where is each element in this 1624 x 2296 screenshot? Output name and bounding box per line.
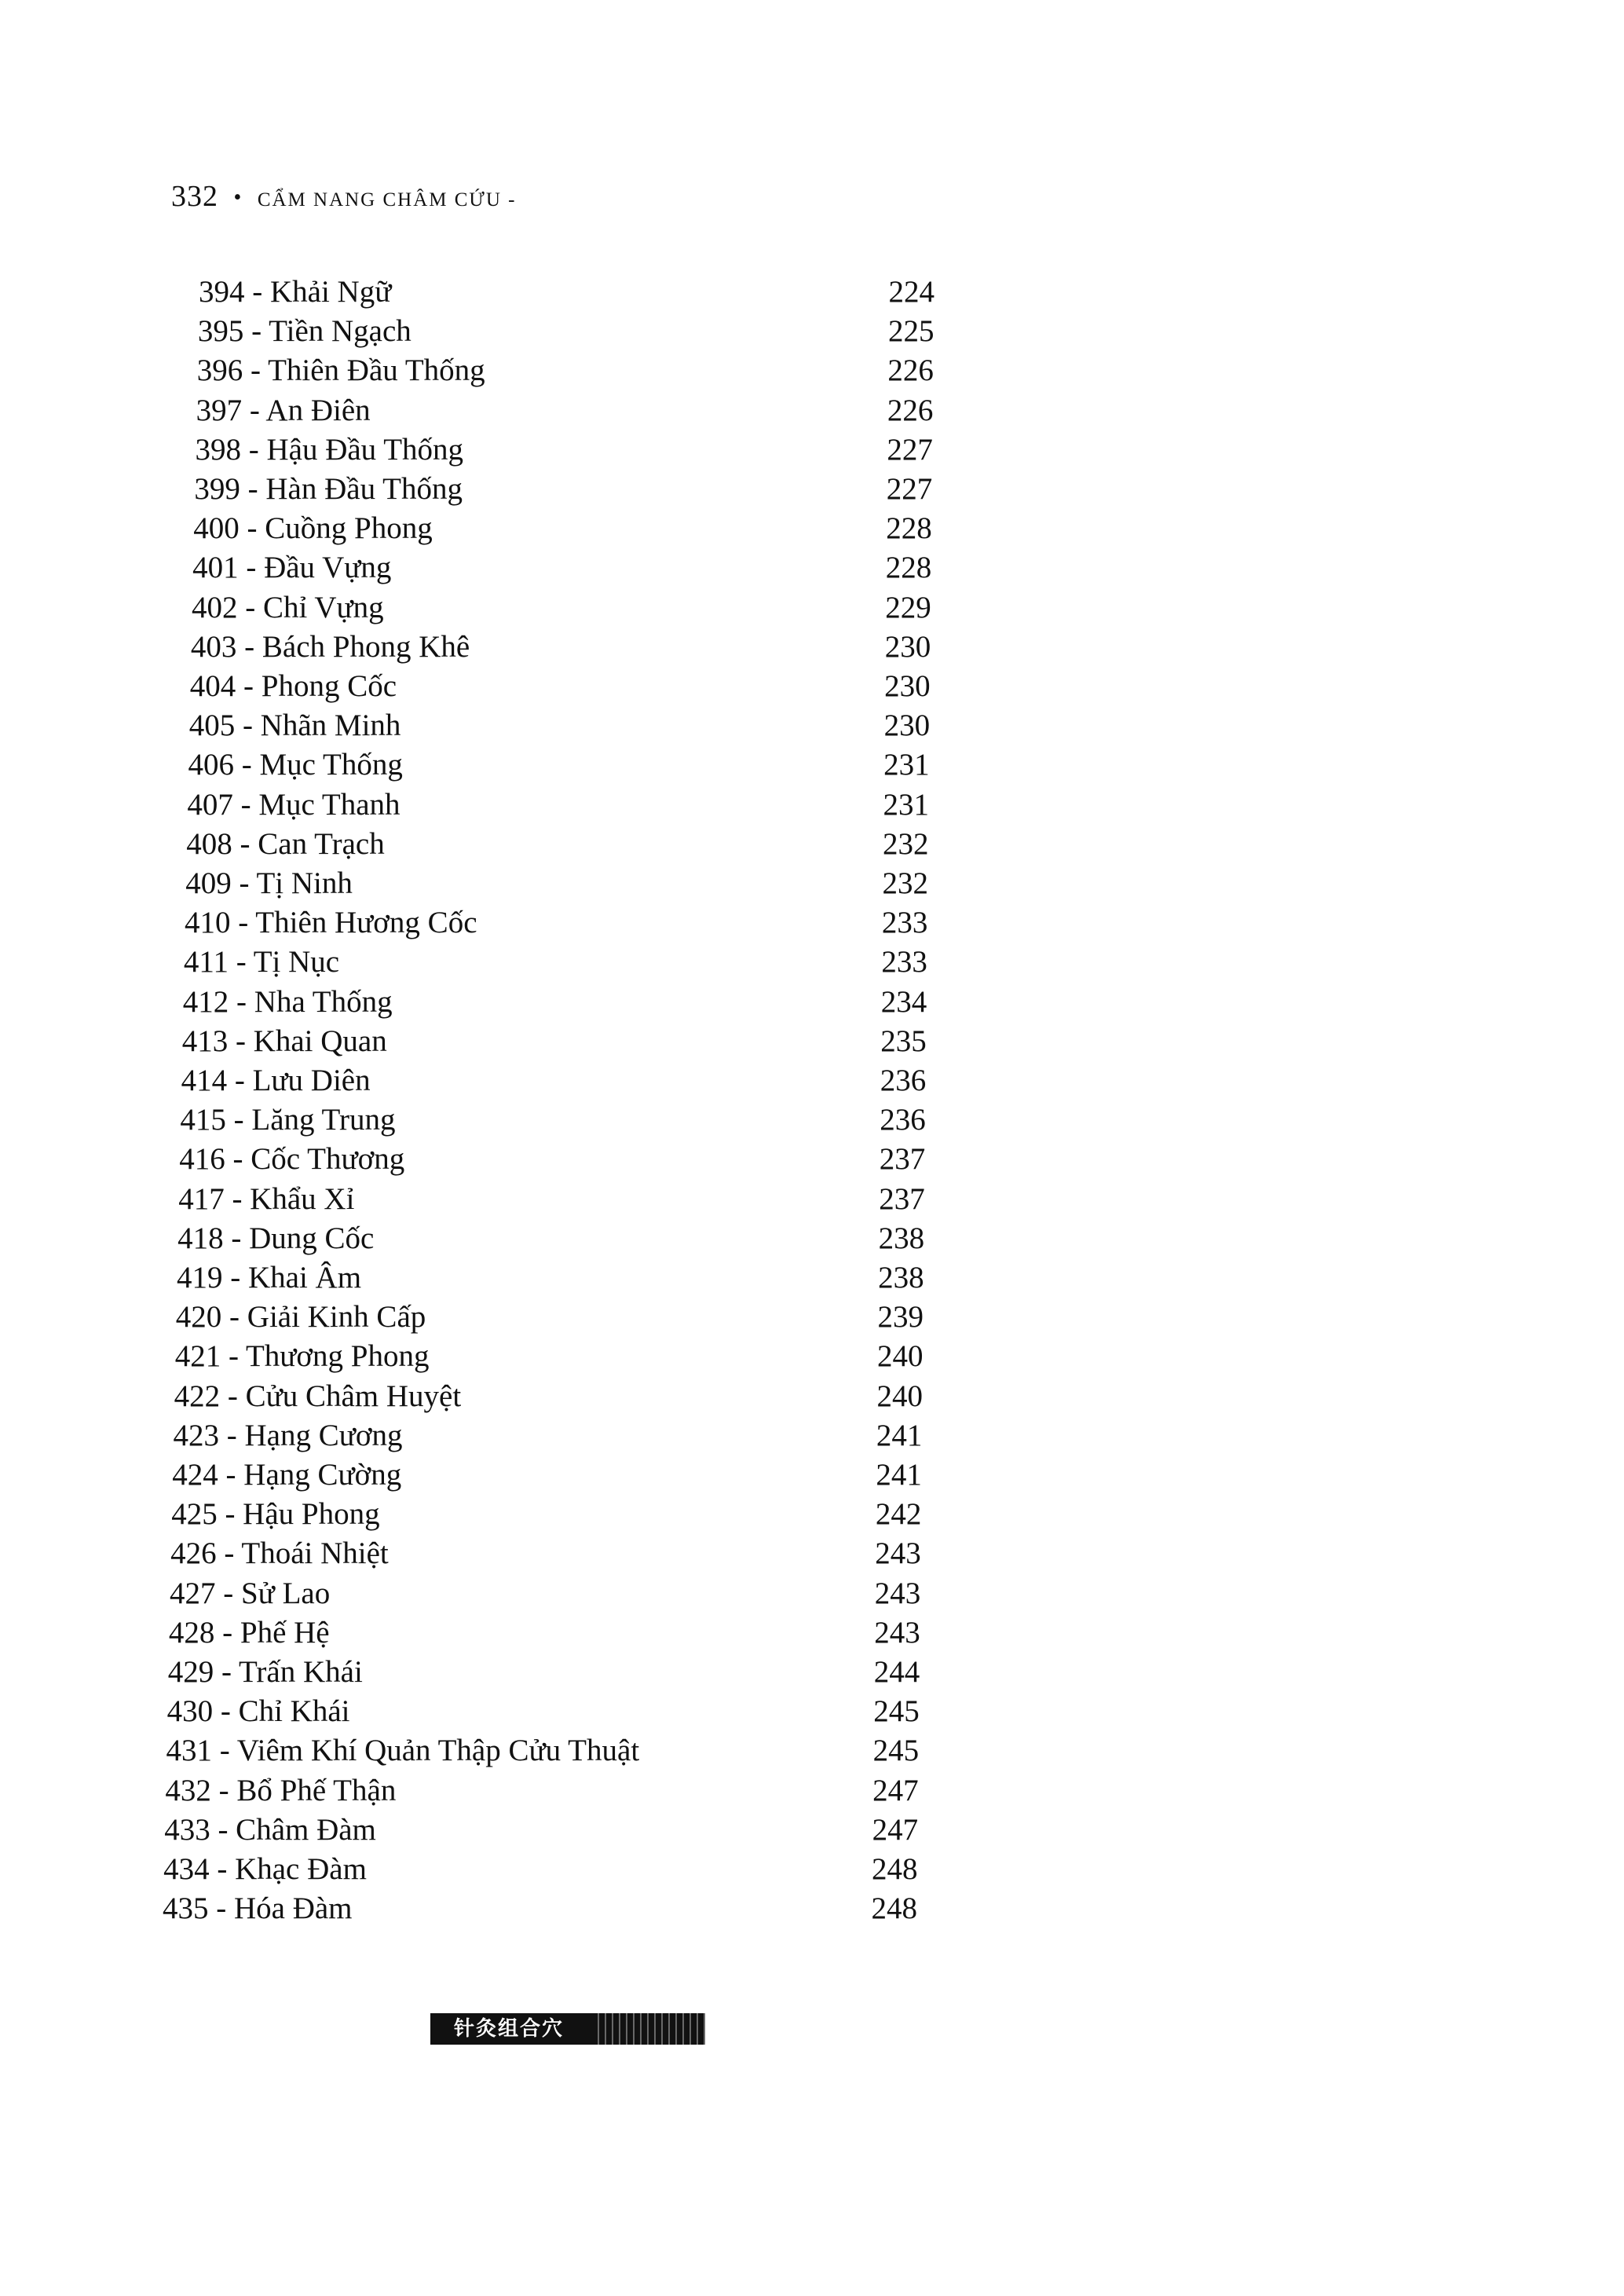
toc-entry-label: 409 - Tị Ninh — [185, 866, 353, 900]
toc-row — [0, 470, 1624, 509]
toc-row — [0, 1022, 1624, 1061]
toc-entry-label: 403 - Bách Phong Khê — [190, 629, 470, 664]
toc-entry-page: 241 — [876, 1458, 922, 1492]
toc-row — [0, 1534, 1624, 1573]
toc-entry-page: 240 — [877, 1339, 924, 1374]
toc-entry-label: 428 - Phế Hệ — [168, 1615, 330, 1650]
toc-row — [0, 273, 1624, 312]
toc-entry-page: 230 — [884, 669, 931, 703]
toc-row — [0, 1219, 1624, 1258]
toc-entry-page: 247 — [872, 1773, 919, 1807]
toc-entry-label: 423 - Hạng Cương — [173, 1418, 403, 1452]
toc-row — [0, 1061, 1624, 1100]
toc-row — [0, 1692, 1624, 1731]
toc-entry-label: 404 - Phong Cốc — [189, 669, 397, 703]
toc-entry-label: 399 - Hàn Đầu Thống — [194, 472, 463, 506]
toc-entry-label: 426 - Thoái Nhiệt — [170, 1536, 389, 1571]
toc-entry-page: 226 — [887, 393, 934, 427]
toc-row — [0, 1140, 1624, 1179]
toc-row — [0, 1456, 1624, 1495]
toc-entry-page: 243 — [875, 1536, 921, 1571]
toc-entry-page: 242 — [875, 1497, 922, 1532]
toc-row — [0, 1495, 1624, 1534]
toc-entry-label: 415 - Lăng Trung — [180, 1103, 396, 1137]
toc-row — [0, 1337, 1624, 1376]
toc-entry-page: 225 — [888, 314, 935, 349]
toc-entry-label: 405 - Nhãn Minh — [188, 709, 401, 743]
toc-entry-label: 425 - Hậu Phong — [171, 1497, 380, 1532]
toc-row — [0, 1100, 1624, 1140]
toc-entry-label: 417 - Khẩu Xỉ — [178, 1181, 355, 1216]
toc-entry-label: 402 - Chỉ Vựng — [192, 590, 384, 624]
toc-entry-label: 401 - Đầu Vựng — [192, 551, 392, 585]
toc-entry-page: 236 — [880, 1103, 926, 1137]
toc-row — [0, 430, 1624, 470]
toc-entry-page: 248 — [871, 1891, 917, 1926]
toc-row — [0, 1811, 1624, 1850]
toc-row — [0, 1771, 1624, 1811]
toc-row — [0, 1258, 1624, 1298]
toc-row — [0, 1613, 1624, 1653]
toc-entry-label: 416 - Cốc Thương — [179, 1142, 405, 1177]
toc-entry-page: 245 — [873, 1694, 920, 1729]
toc-row — [0, 667, 1624, 706]
toc-row — [0, 1653, 1624, 1692]
toc-entry-page: 230 — [884, 629, 931, 664]
toc-entry-label: 410 - Thiên Hương Cốc — [185, 906, 477, 940]
toc-entry-page: 226 — [887, 353, 934, 388]
toc-entry-page: 231 — [883, 748, 930, 782]
toc-entry-page: 248 — [872, 1852, 918, 1886]
toc-entry-page: 228 — [886, 511, 932, 546]
toc-entry-label: 396 - Thiên Đầu Thống — [196, 353, 485, 388]
toc-row — [0, 509, 1624, 548]
toc-entry-label: 418 - Dung Cốc — [177, 1221, 375, 1255]
toc-entry-page: 247 — [872, 1812, 919, 1847]
toc-entry-page: 227 — [886, 472, 933, 506]
toc-row — [0, 785, 1624, 825]
toc-entry-label: 412 - Nha Thống — [182, 984, 393, 1019]
toc-entry-label: 429 - Trấn Khái — [167, 1655, 363, 1689]
toc-row — [0, 1377, 1624, 1416]
toc-entry-page: 233 — [881, 945, 927, 980]
toc-entry-label: 414 - Lưu Diên — [181, 1064, 371, 1097]
toc-row — [0, 351, 1624, 390]
toc-entry-page: 230 — [883, 709, 931, 743]
toc-row — [0, 825, 1624, 864]
toc-entry-label: 398 - Hậu Đầu Thống — [195, 432, 464, 467]
toc-entry-label: 433 - Châm Đàm — [164, 1812, 376, 1847]
toc-row — [0, 943, 1624, 982]
toc-entry-label: 424 - Hạng Cường — [172, 1458, 402, 1492]
toc-row — [0, 312, 1624, 351]
toc-row — [0, 1889, 1624, 1928]
toc-row — [0, 745, 1624, 785]
toc-entry-page: 241 — [876, 1418, 923, 1452]
toc-entry-label: 435 - Hóa Đàm — [163, 1891, 353, 1926]
toc-entry-label: 397 - An Điên — [196, 393, 371, 427]
toc-entry-label: 420 - Giải Kinh Cấp — [175, 1300, 426, 1335]
toc-entry-page: 228 — [885, 551, 932, 585]
toc-entry-page: 229 — [885, 590, 931, 624]
toc-row — [0, 1298, 1624, 1337]
toc-entry-label: 430 - Chỉ Khái — [166, 1694, 350, 1729]
toc-row — [0, 706, 1624, 745]
page-number: 332 — [171, 180, 218, 213]
toc-entry-page: 231 — [883, 787, 929, 822]
toc-entry-label: 427 - Sử Lao — [170, 1576, 331, 1610]
toc-entry-page: 245 — [872, 1734, 920, 1768]
toc-entry-label: 400 - Cuồng Phong — [193, 511, 433, 546]
toc-row — [0, 983, 1624, 1022]
toc-row — [0, 548, 1624, 588]
toc-entry-label: 419 - Khai Âm — [177, 1261, 362, 1294]
toc-entry-page: 240 — [876, 1379, 923, 1413]
toc-entry-label: 395 - Tiền Ngạch — [197, 314, 411, 349]
toc-row — [0, 903, 1624, 943]
toc-row — [0, 628, 1624, 667]
toc-entry-label: 406 - Mục Thống — [188, 748, 403, 782]
toc-entry-page: 239 — [877, 1300, 924, 1335]
toc-entry-page: 237 — [879, 1142, 926, 1177]
book-title: CẨM NANG CHÂM CỨU - — [257, 189, 517, 211]
toc-entry-page: 224 — [888, 275, 935, 309]
toc-entry-page: 236 — [880, 1064, 927, 1097]
toc-entry-label: 431 - Viêm Khí Quản Thập Cửu Thuật — [166, 1734, 640, 1768]
toc-row — [0, 1850, 1624, 1889]
toc-entry-page: 232 — [883, 826, 929, 861]
toc-entry-page: 235 — [880, 1023, 927, 1058]
toc-entry-label: 434 - Khạc Đàm — [163, 1852, 367, 1886]
toc-entry-label: 422 - Cửu Châm Huyệt — [174, 1379, 462, 1413]
toc-entry-page: 244 — [873, 1655, 920, 1689]
footer-banner-text: 针灸组合穴 — [454, 2017, 565, 2041]
toc-entry-page: 232 — [882, 866, 928, 900]
toc-entry-page: 243 — [874, 1576, 921, 1610]
toc-entry-page: 238 — [878, 1261, 924, 1294]
toc-entry-label: 413 - Khai Quan — [181, 1023, 387, 1058]
toc-row — [0, 1180, 1624, 1219]
toc-entry-page: 243 — [874, 1615, 920, 1650]
footer-banner — [430, 2013, 705, 2045]
toc-entry-page: 227 — [887, 432, 933, 467]
toc-entry-page: 233 — [881, 906, 928, 940]
toc-row — [0, 391, 1624, 430]
toc-entry-label: 432 - Bổ Phế Thận — [165, 1773, 397, 1807]
toc-row — [0, 588, 1624, 628]
toc-row — [0, 1574, 1624, 1613]
toc-entry-page: 238 — [878, 1221, 925, 1255]
toc-row — [0, 1731, 1624, 1771]
toc-entry-label: 394 - Khải Ngữ — [199, 275, 392, 309]
toc-entry-label: 421 - Thương Phong — [174, 1339, 430, 1374]
toc-entry-label: 408 - Can Trạch — [186, 826, 385, 861]
toc-entry-label: 411 - Tị Nục — [183, 945, 340, 980]
toc-row — [0, 1416, 1624, 1456]
toc-entry-page: 237 — [879, 1181, 925, 1216]
toc-entry-page: 234 — [880, 984, 927, 1019]
toc-entry-label: 407 - Mục Thanh — [187, 787, 401, 822]
header-bullet: • — [233, 185, 243, 210]
toc-row — [0, 864, 1624, 903]
